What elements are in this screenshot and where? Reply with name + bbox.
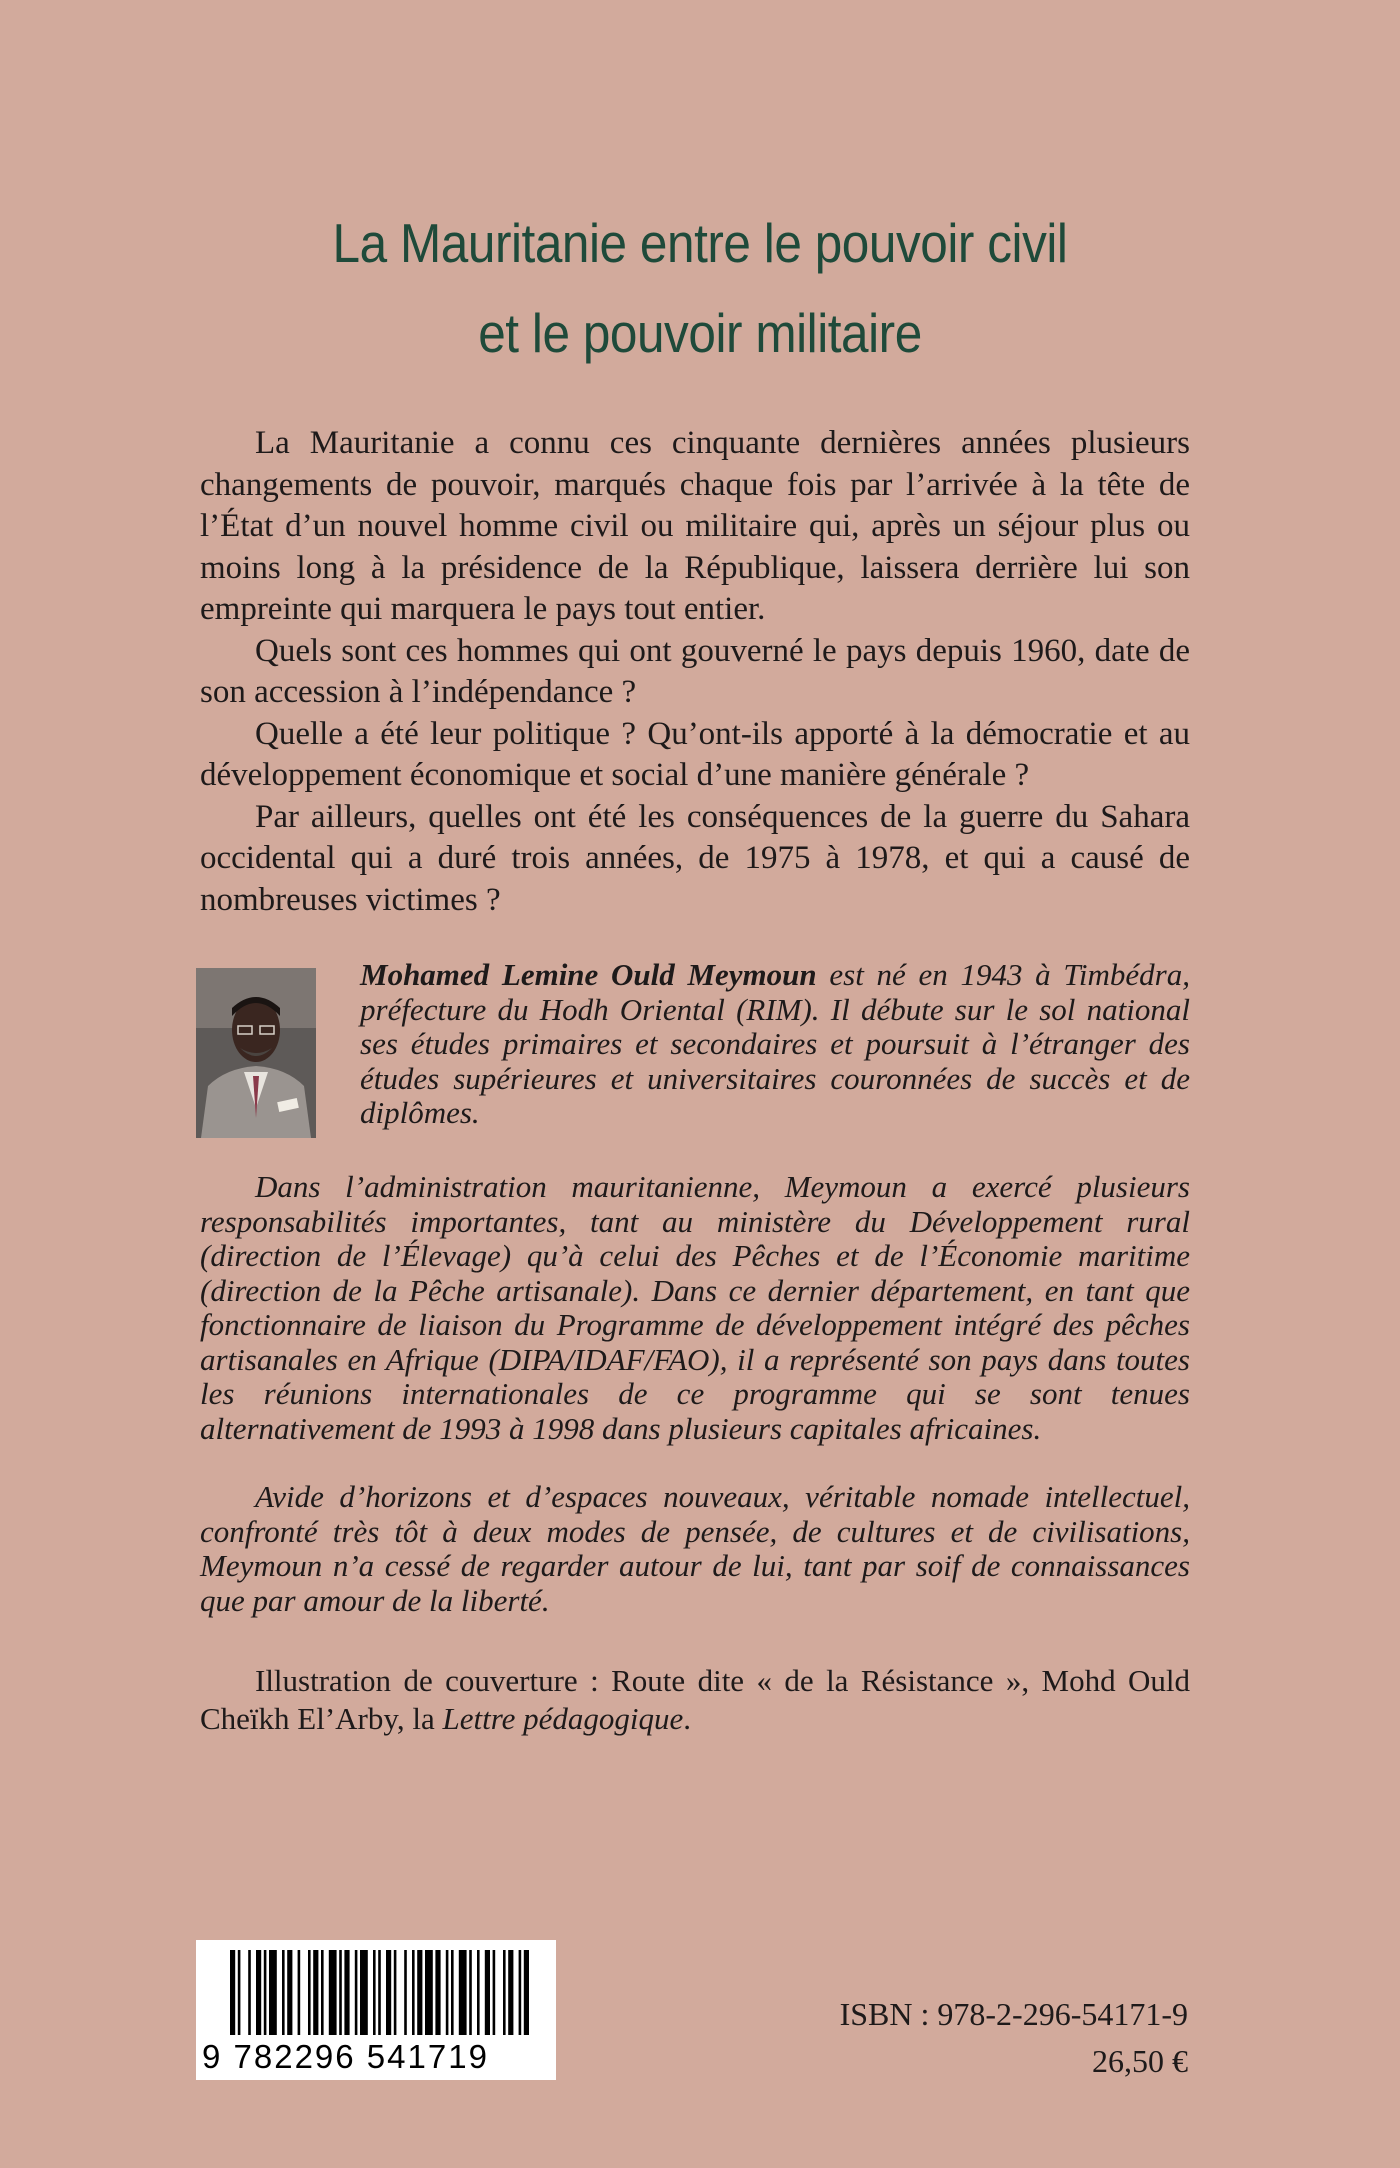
barcode-bar <box>355 1950 358 2035</box>
barcode-bar <box>264 1950 267 2035</box>
barcode-bar <box>524 1950 529 2035</box>
author-admin-paragraph: Dans l’administration mauritanienne, Meymoun a exercé plusieurs responsabilités importantes, tant au ministère du Développement rural (direction de l’Élevage) qu’à celui des Pêches et de l’Économie maritime (direction de la Pêche artisanale). Dans ce dernier département, en tant que fonctionnaire de liaison du Programme de développement intégré des pêches artisanales en Afrique (DIPA/IDAF/FAO), il a représenté son pays dans toutes les réunions internationales de ce programme qui se sont tenues alternativement de 1993 à 1998 dans plusieurs capitales africaines. <box>200 1169 1190 1446</box>
barcode-bar <box>308 1950 311 2035</box>
barcode-bar <box>425 1950 433 2035</box>
barcode-bar <box>417 1950 422 2035</box>
barcode-bar <box>373 1950 376 2035</box>
blurb <box>200 423 1190 921</box>
barcode-bar <box>378 1950 381 2035</box>
author-name: Mohamed Lemine Ould Meymoun <box>360 957 817 992</box>
blurb-paragraph: Quelle a été leur politique ? Qu’ont-ils apporté à la démocratie et au développement économique et social d’une manière générale ? <box>200 715 1190 793</box>
author-bio-text: est né en 1943 à Timbédra, préfecture du Hodh Oriental (RIM). Il débute sur le sol national ses études primaires et secondaires et poursuit à l’étranger des études supérieures et universitaires couronnées de succès et de diplômes. <box>360 957 1190 1130</box>
blurb-paragraph: La Mauritanie a connu ces cinquante dernières années plusieurs changements de pouvoir, marqués chaque fois par l’arrivée à la tête de l’État d’un nouvel homme civil ou militaire qui, après un séjour plus ou moins long à la présidence de la République, laissera derrière lui son empreinte qui marquera le pays tout entier. <box>200 425 1190 627</box>
title-line-2: et le pouvoir militaire <box>478 302 922 364</box>
author-bio <box>200 958 1190 1131</box>
barcode-bar <box>339 1950 342 2035</box>
barcode-bar <box>282 1950 285 2035</box>
barcode-bar <box>477 1950 480 2035</box>
barcode-bar <box>313 1950 318 2035</box>
barcode-bar <box>451 1950 454 2035</box>
price: 26,50 € <box>1092 2043 1188 2079</box>
credit-italic: Lettre pédagogique <box>442 1701 684 1736</box>
blurb-paragraph: Quels sont ces hommes qui ont gouverné le pays depuis 1960, date de son accession à l’indépendance ? <box>200 632 1190 710</box>
credit-end: . <box>683 1701 692 1736</box>
credit-text: Illustration de couverture : Route dite « de la Résistance », Mohd Ould Cheïkh El’Arby, la <box>200 1663 1190 1736</box>
blurb-paragraph: Par ailleurs, quelles ont été les conséquences de la guerre du Sahara occidental qui a duré trois années, de 1975 à 1978, et qui a causé de nombreuses victimes ? <box>200 798 1190 918</box>
barcode-bar <box>256 1950 261 2035</box>
barcode-bar <box>459 1950 467 2035</box>
barcode-bar <box>519 1950 522 2035</box>
barcode-bar <box>404 1950 407 2035</box>
barcode <box>196 1940 556 2080</box>
barcode-bar <box>329 1950 337 2035</box>
barcode-bar <box>230 1950 235 2035</box>
barcode-bar <box>248 1950 251 2035</box>
barcode-bar <box>508 1950 513 2035</box>
barcode-bar <box>298 1950 301 2035</box>
barcode-bar <box>469 1950 472 2035</box>
isbn: ISBN : 978-2-296-54171-9 <box>839 1996 1188 2032</box>
title-line-1: La Mauritanie entre le pouvoir civil <box>332 212 1068 274</box>
barcode-bar <box>503 1950 506 2035</box>
barcode-bar <box>321 1950 324 2035</box>
barcode-bar <box>435 1950 440 2035</box>
book-title <box>232 198 1168 378</box>
barcode-bar <box>344 1950 349 2035</box>
barcode-bar <box>386 1950 391 2035</box>
barcode-bar <box>493 1950 496 2035</box>
barcode-bar <box>360 1950 368 2035</box>
barcode-bar <box>238 1950 241 2035</box>
barcode-bar <box>446 1950 449 2035</box>
author-section <box>200 958 1190 1131</box>
cover-credit <box>200 1662 1190 1738</box>
barcode-bar <box>394 1950 397 2035</box>
barcode-bars <box>196 1940 556 2040</box>
author-avide-paragraph: Avide d’horizons et d’espaces nouveaux, véritable nomade intellectuel, confronté très tôt à deux modes de pensée, de cultures et de civilisations, Meymoun n’a cessé de regarder autour de lui, tant par soif de connaissances que par amour de la liberté. <box>200 1479 1190 1618</box>
barcode-bar <box>412 1950 415 2035</box>
barcode-digits: 9 782296 541719 <box>202 2038 489 2075</box>
barcode-bar <box>485 1950 490 2035</box>
barcode-bar <box>287 1950 292 2035</box>
barcode-bar <box>269 1950 277 2035</box>
